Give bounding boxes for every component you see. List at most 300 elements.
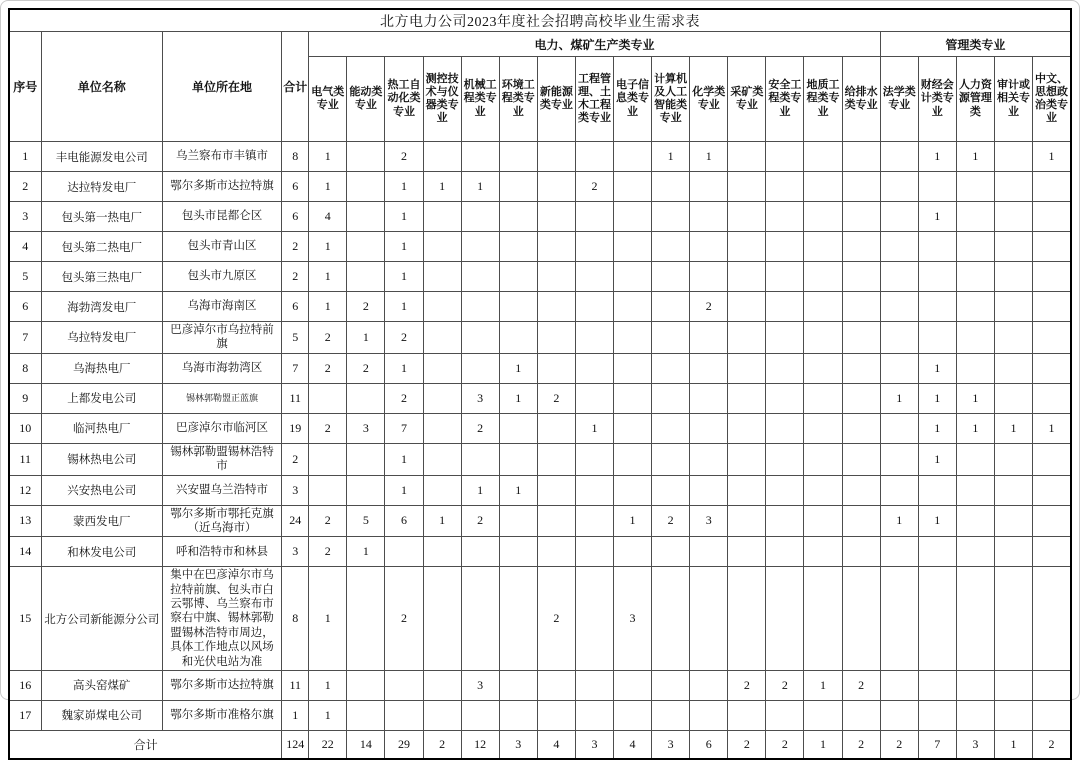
footer-col-total-cell: 7 — [918, 730, 956, 759]
demand-count-cell — [918, 292, 956, 322]
demand-count-cell — [728, 413, 766, 443]
demand-count-cell: 2 — [347, 353, 385, 383]
demand-count-cell — [614, 262, 652, 292]
demand-count-cell: 1 — [1033, 142, 1071, 172]
unit-location-cell: 鄂尔多斯市鄂托克旗（近乌海市） — [162, 505, 281, 537]
demand-count-cell — [652, 413, 690, 443]
table-row — [9, 292, 1071, 322]
demand-count-cell — [804, 142, 842, 172]
major-col-header: 新能源类专业 — [537, 57, 575, 142]
demand-count-cell — [918, 537, 956, 567]
demand-count-cell: 2 — [309, 322, 347, 354]
demand-count-cell: 1 — [385, 292, 423, 322]
row-no-cell: 5 — [9, 262, 41, 292]
demand-count-cell — [423, 700, 461, 730]
demand-count-cell — [766, 537, 804, 567]
demand-count-cell — [575, 700, 613, 730]
demand-count-cell — [614, 232, 652, 262]
row-total-cell: 7 — [282, 353, 309, 383]
demand-count-cell — [956, 292, 994, 322]
demand-count-cell — [499, 670, 537, 700]
demand-count-cell — [956, 505, 994, 537]
demand-count-cell: 1 — [918, 413, 956, 443]
demand-count-cell — [804, 172, 842, 202]
demand-count-cell — [842, 262, 880, 292]
demand-count-cell: 2 — [842, 670, 880, 700]
row-no-cell: 17 — [9, 700, 41, 730]
demand-count-cell: 6 — [385, 505, 423, 537]
demand-count-cell: 1 — [880, 505, 918, 537]
demand-count-cell — [880, 567, 918, 671]
demand-count-cell — [918, 322, 956, 354]
demand-count-cell — [537, 670, 575, 700]
demand-count-cell — [614, 322, 652, 354]
demand-count-cell — [461, 292, 499, 322]
table-row — [9, 475, 1071, 505]
row-total-cell: 5 — [282, 322, 309, 354]
demand-count-cell — [423, 443, 461, 475]
row-total-cell: 2 — [282, 443, 309, 475]
unit-location-cell: 集中在巴彦淖尔市乌拉特前旗、包头市白云鄂博、乌兰察布市察右中旗、锡林郭勒盟锡林浩特市周边，具体工作地点以风场和光伏电站为准 — [162, 567, 281, 671]
demand-count-cell — [956, 443, 994, 475]
demand-count-cell — [728, 700, 766, 730]
demand-count-cell: 1 — [614, 505, 652, 537]
demand-count-cell — [499, 443, 537, 475]
demand-count-cell — [652, 670, 690, 700]
demand-count-cell — [1033, 292, 1071, 322]
demand-count-cell — [423, 537, 461, 567]
row-total-cell: 11 — [282, 383, 309, 413]
demand-count-cell — [880, 413, 918, 443]
demand-count-cell — [842, 700, 880, 730]
demand-count-cell — [728, 567, 766, 671]
group-header-production-majors: 电力、煤矿生产类专业 — [309, 32, 880, 57]
demand-count-cell — [956, 202, 994, 232]
row-total-cell: 2 — [282, 232, 309, 262]
demand-count-cell — [842, 537, 880, 567]
demand-count-cell — [918, 700, 956, 730]
demand-count-cell: 1 — [309, 262, 347, 292]
demand-count-cell — [499, 700, 537, 730]
demand-count-cell: 2 — [309, 537, 347, 567]
demand-count-cell — [994, 262, 1032, 292]
demand-count-cell — [956, 172, 994, 202]
demand-count-cell — [461, 537, 499, 567]
demand-count-cell — [575, 142, 613, 172]
demand-count-cell — [347, 172, 385, 202]
demand-count-cell — [652, 292, 690, 322]
demand-count-cell: 2 — [766, 670, 804, 700]
row-total-cell: 6 — [282, 292, 309, 322]
demand-count-cell — [918, 475, 956, 505]
recruitment-demand-table — [8, 8, 1072, 760]
demand-count-cell — [766, 413, 804, 443]
demand-count-cell — [766, 322, 804, 354]
footer-col-total-cell: 6 — [690, 730, 728, 759]
demand-count-cell — [537, 292, 575, 322]
footer-col-total-cell: 4 — [614, 730, 652, 759]
demand-count-cell — [575, 383, 613, 413]
unit-name-cell: 高头窑煤矿 — [41, 670, 162, 700]
demand-count-cell — [766, 292, 804, 322]
demand-count-cell — [766, 383, 804, 413]
unit-name-cell: 乌海热电厂 — [41, 353, 162, 383]
demand-count-cell — [614, 292, 652, 322]
footer-col-total-cell: 3 — [652, 730, 690, 759]
demand-count-cell — [309, 475, 347, 505]
demand-count-cell: 1 — [956, 413, 994, 443]
demand-count-cell — [1033, 567, 1071, 671]
footer-col-total-cell: 12 — [461, 730, 499, 759]
demand-count-cell: 2 — [309, 505, 347, 537]
demand-count-cell: 1 — [461, 172, 499, 202]
demand-count-cell — [461, 232, 499, 262]
demand-count-cell — [766, 505, 804, 537]
unit-name-cell: 和林发电公司 — [41, 537, 162, 567]
group-header-row — [9, 32, 1071, 57]
footer-col-total-cell: 3 — [575, 730, 613, 759]
demand-count-cell — [804, 505, 842, 537]
unit-name-cell: 达拉特发电厂 — [41, 172, 162, 202]
demand-count-cell — [690, 413, 728, 443]
table-row — [9, 232, 1071, 262]
demand-count-cell — [956, 232, 994, 262]
demand-count-cell: 1 — [309, 670, 347, 700]
demand-count-cell — [614, 413, 652, 443]
footer-col-total-cell: 14 — [347, 730, 385, 759]
demand-count-cell — [804, 475, 842, 505]
demand-count-cell — [766, 232, 804, 262]
unit-name-cell: 包头第三热电厂 — [41, 262, 162, 292]
demand-count-cell — [880, 262, 918, 292]
footer-col-total-cell: 2 — [842, 730, 880, 759]
demand-count-cell — [766, 202, 804, 232]
major-col-header: 安全工程类专业 — [766, 57, 804, 142]
demand-count-cell: 2 — [385, 322, 423, 354]
demand-count-cell — [766, 172, 804, 202]
demand-count-cell — [575, 232, 613, 262]
demand-count-cell — [652, 322, 690, 354]
demand-count-cell — [652, 537, 690, 567]
demand-count-cell — [994, 292, 1032, 322]
demand-count-cell: 1 — [918, 202, 956, 232]
major-col-header: 采矿类专业 — [728, 57, 766, 142]
demand-count-cell — [766, 567, 804, 671]
demand-count-cell — [842, 322, 880, 354]
demand-count-cell — [499, 537, 537, 567]
demand-count-cell — [575, 475, 613, 505]
row-total-cell: 3 — [282, 475, 309, 505]
demand-count-cell — [766, 700, 804, 730]
row-no-cell: 15 — [9, 567, 41, 671]
major-col-header: 计算机及人工智能类专业 — [652, 57, 690, 142]
unit-location-cell: 巴彦淖尔市临河区 — [162, 413, 281, 443]
demand-count-cell: 2 — [309, 353, 347, 383]
demand-count-cell — [385, 670, 423, 700]
demand-count-cell — [499, 202, 537, 232]
major-col-header: 人力资源管理类 — [956, 57, 994, 142]
demand-count-cell — [652, 202, 690, 232]
demand-count-cell — [575, 353, 613, 383]
demand-count-cell — [1033, 202, 1071, 232]
demand-count-cell — [537, 202, 575, 232]
demand-count-cell: 1 — [918, 383, 956, 413]
demand-count-cell — [537, 172, 575, 202]
demand-count-cell — [1033, 232, 1071, 262]
demand-count-cell — [1033, 670, 1071, 700]
demand-count-cell — [804, 202, 842, 232]
demand-count-cell — [347, 202, 385, 232]
demand-count-cell — [347, 262, 385, 292]
major-col-header: 中文、思想政治类专业 — [1033, 57, 1071, 142]
demand-count-cell — [994, 700, 1032, 730]
unit-location-cell: 锡林郭勒盟正蓝旗 — [162, 383, 281, 413]
demand-count-cell — [804, 537, 842, 567]
demand-count-cell — [766, 142, 804, 172]
unit-name-cell: 蒙西发电厂 — [41, 505, 162, 537]
unit-name-cell: 乌拉特发电厂 — [41, 322, 162, 354]
demand-count-cell — [690, 443, 728, 475]
demand-count-cell — [728, 537, 766, 567]
demand-count-cell — [956, 322, 994, 354]
demand-count-cell — [347, 232, 385, 262]
unit-name-cell: 海勃湾发电厂 — [41, 292, 162, 322]
demand-count-cell — [614, 202, 652, 232]
demand-count-cell — [690, 202, 728, 232]
demand-count-cell — [1033, 262, 1071, 292]
row-no-cell: 7 — [9, 322, 41, 354]
demand-count-cell — [347, 142, 385, 172]
demand-count-cell: 1 — [575, 413, 613, 443]
demand-count-cell — [1033, 443, 1071, 475]
demand-count-cell — [804, 232, 842, 262]
row-total-cell: 11 — [282, 670, 309, 700]
demand-count-cell — [880, 172, 918, 202]
demand-count-cell — [880, 353, 918, 383]
demand-count-cell — [575, 537, 613, 567]
demand-count-cell — [956, 700, 994, 730]
demand-count-cell: 1 — [461, 475, 499, 505]
demand-count-cell — [918, 232, 956, 262]
demand-count-cell — [461, 322, 499, 354]
demand-count-cell — [956, 353, 994, 383]
demand-count-cell: 1 — [309, 700, 347, 730]
demand-count-cell — [880, 202, 918, 232]
demand-count-cell — [880, 232, 918, 262]
demand-count-cell — [728, 322, 766, 354]
demand-count-cell — [994, 475, 1032, 505]
demand-count-cell: 2 — [309, 413, 347, 443]
demand-count-cell — [804, 700, 842, 730]
demand-count-cell — [728, 383, 766, 413]
demand-count-cell — [614, 443, 652, 475]
footer-col-total-cell: 29 — [385, 730, 423, 759]
demand-count-cell — [994, 505, 1032, 537]
col-header-unit-name: 单位名称 — [41, 32, 162, 142]
unit-location-cell: 鄂尔多斯市准格尔旗 — [162, 700, 281, 730]
demand-count-cell — [537, 353, 575, 383]
major-col-header: 机械工程类专业 — [461, 57, 499, 142]
demand-count-cell — [728, 232, 766, 262]
demand-count-cell — [461, 567, 499, 671]
row-no-cell: 14 — [9, 537, 41, 567]
demand-count-cell: 3 — [614, 567, 652, 671]
unit-location-cell: 兴安盟乌兰浩特市 — [162, 475, 281, 505]
demand-count-cell: 2 — [385, 142, 423, 172]
demand-count-cell — [842, 383, 880, 413]
demand-count-cell — [804, 322, 842, 354]
table-row — [9, 413, 1071, 443]
major-col-header: 能动类专业 — [347, 57, 385, 142]
demand-count-cell — [652, 383, 690, 413]
demand-count-cell: 2 — [347, 292, 385, 322]
demand-count-cell — [423, 567, 461, 671]
unit-name-cell: 北方公司新能源分公司 — [41, 567, 162, 671]
demand-count-cell: 1 — [385, 475, 423, 505]
col-header-no: 序号 — [9, 32, 41, 142]
major-col-header: 给排水类专业 — [842, 57, 880, 142]
demand-count-cell — [537, 142, 575, 172]
unit-location-cell: 包头市青山区 — [162, 232, 281, 262]
row-no-cell: 10 — [9, 413, 41, 443]
demand-count-cell: 1 — [309, 567, 347, 671]
demand-count-cell — [499, 232, 537, 262]
major-col-header: 环境工程类专业 — [499, 57, 537, 142]
footer-col-total-cell: 3 — [499, 730, 537, 759]
demand-count-cell — [385, 700, 423, 730]
demand-count-cell — [842, 567, 880, 671]
major-col-header: 法学类专业 — [880, 57, 918, 142]
demand-count-cell — [652, 232, 690, 262]
footer-col-total-cell: 2 — [1033, 730, 1071, 759]
row-no-cell: 8 — [9, 353, 41, 383]
demand-count-cell — [690, 567, 728, 671]
major-col-header: 工程管理、土木工程类专业 — [575, 57, 613, 142]
demand-count-cell: 3 — [461, 383, 499, 413]
demand-count-cell — [804, 383, 842, 413]
demand-count-cell — [461, 142, 499, 172]
row-no-cell: 1 — [9, 142, 41, 172]
demand-count-cell — [880, 292, 918, 322]
unit-location-cell: 鄂尔多斯市达拉特旗 — [162, 172, 281, 202]
demand-count-cell — [842, 172, 880, 202]
demand-count-cell — [614, 700, 652, 730]
unit-location-cell: 呼和浩特市和林县 — [162, 537, 281, 567]
demand-count-cell — [690, 172, 728, 202]
demand-count-cell: 2 — [728, 670, 766, 700]
footer-col-total-cell: 3 — [956, 730, 994, 759]
demand-count-cell: 1 — [385, 443, 423, 475]
demand-count-cell — [575, 292, 613, 322]
demand-count-cell — [499, 505, 537, 537]
demand-count-cell — [347, 475, 385, 505]
demand-count-cell — [461, 443, 499, 475]
demand-count-cell — [575, 670, 613, 700]
demand-count-cell — [347, 567, 385, 671]
demand-count-cell: 1 — [956, 142, 994, 172]
demand-count-cell — [690, 353, 728, 383]
group-header-management-majors: 管理类专业 — [880, 32, 1071, 57]
row-total-cell: 19 — [282, 413, 309, 443]
footer-grand-total-cell: 124 — [282, 730, 309, 759]
demand-count-cell — [614, 475, 652, 505]
demand-count-cell — [652, 443, 690, 475]
row-no-cell: 11 — [9, 443, 41, 475]
table-row — [9, 172, 1071, 202]
demand-count-cell — [994, 353, 1032, 383]
unit-name-cell: 锡林热电公司 — [41, 443, 162, 475]
row-total-cell: 1 — [282, 700, 309, 730]
unit-name-cell: 兴安热电公司 — [41, 475, 162, 505]
demand-count-cell — [461, 262, 499, 292]
demand-count-cell — [956, 475, 994, 505]
demand-count-cell — [690, 262, 728, 292]
demand-count-cell — [728, 475, 766, 505]
demand-count-cell — [499, 262, 537, 292]
demand-count-cell — [575, 505, 613, 537]
demand-count-cell: 1 — [652, 142, 690, 172]
demand-count-cell — [575, 567, 613, 671]
row-total-cell: 3 — [282, 537, 309, 567]
demand-count-cell — [842, 202, 880, 232]
demand-count-cell: 2 — [575, 172, 613, 202]
demand-count-cell — [423, 232, 461, 262]
footer-col-total-cell: 4 — [537, 730, 575, 759]
major-col-header: 化学类专业 — [690, 57, 728, 142]
demand-count-cell — [956, 537, 994, 567]
unit-location-cell: 包头市九原区 — [162, 262, 281, 292]
demand-count-cell — [842, 353, 880, 383]
demand-count-cell: 1 — [994, 413, 1032, 443]
demand-count-cell — [461, 202, 499, 232]
demand-count-cell — [880, 670, 918, 700]
table-row — [9, 443, 1071, 475]
table-title: 北方电力公司2023年度社会招聘高校毕业生需求表 — [9, 9, 1071, 32]
demand-count-cell: 1 — [918, 443, 956, 475]
demand-count-cell: 1 — [918, 353, 956, 383]
demand-count-cell — [994, 142, 1032, 172]
demand-count-cell — [1033, 322, 1071, 354]
major-col-header: 测控技术与仪器类专业 — [423, 57, 461, 142]
row-total-cell: 2 — [282, 262, 309, 292]
row-total-cell: 24 — [282, 505, 309, 537]
demand-count-cell — [423, 670, 461, 700]
unit-location-cell: 巴彦淖尔市乌拉特前旗 — [162, 322, 281, 354]
row-no-cell: 4 — [9, 232, 41, 262]
row-no-cell: 12 — [9, 475, 41, 505]
demand-count-cell — [347, 670, 385, 700]
major-col-header: 财经会计类专业 — [918, 57, 956, 142]
demand-count-cell — [499, 567, 537, 671]
demand-count-cell: 1 — [423, 172, 461, 202]
demand-count-cell: 2 — [461, 413, 499, 443]
demand-count-cell: 1 — [956, 383, 994, 413]
demand-count-cell — [423, 322, 461, 354]
footer-total-label: 合计 — [9, 730, 282, 759]
demand-count-cell — [918, 262, 956, 292]
demand-count-cell: 2 — [690, 292, 728, 322]
demand-count-cell — [575, 322, 613, 354]
demand-count-cell — [423, 413, 461, 443]
demand-count-cell — [1033, 383, 1071, 413]
demand-count-cell: 4 — [309, 202, 347, 232]
row-total-cell: 6 — [282, 172, 309, 202]
demand-count-cell — [842, 505, 880, 537]
demand-count-cell — [461, 353, 499, 383]
demand-count-cell — [994, 172, 1032, 202]
demand-count-cell — [652, 475, 690, 505]
demand-count-cell — [804, 443, 842, 475]
